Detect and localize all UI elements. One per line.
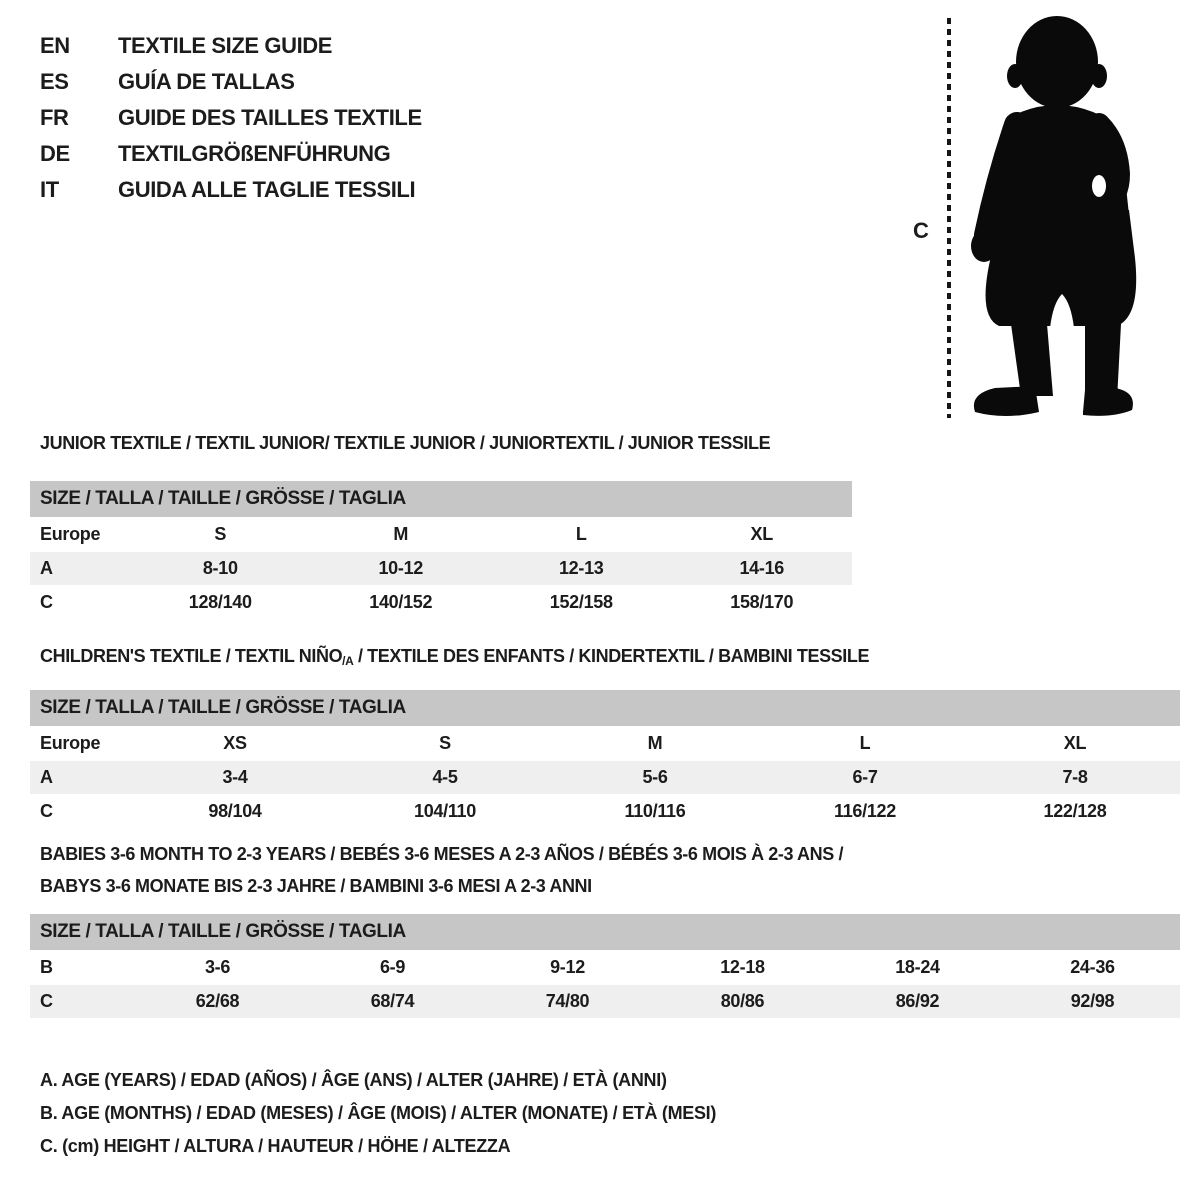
age-cell: 14-16	[739, 558, 785, 578]
legend-height-cm: C. (cm) HEIGHT / ALTURA / HAUTEUR / HÖHE / ALTEZZA	[40, 1136, 511, 1156]
language-code: ES	[40, 69, 69, 94]
language-header	[40, 28, 422, 208]
age-cell: 5-6	[642, 767, 668, 787]
months-cell: 3-6	[204, 957, 231, 977]
height-cell: 158/170	[730, 592, 794, 612]
size-cell: M	[393, 524, 409, 544]
language-row-en	[40, 28, 422, 64]
size-cell: M	[647, 733, 663, 753]
months-cell: 9-12	[550, 957, 585, 977]
height-cell: 122/128	[1043, 801, 1107, 821]
height-cell: 152/158	[549, 592, 613, 612]
height-cell: 128/140	[188, 592, 252, 612]
row-label: Europe	[40, 524, 101, 544]
junior-textile-section	[30, 432, 852, 619]
table-row-height	[30, 795, 1180, 828]
row-label: A	[40, 767, 53, 787]
language-row-fr	[40, 100, 422, 136]
table-row-height	[30, 985, 1180, 1018]
size-cell: XL	[1063, 733, 1087, 753]
age-cell: 10-12	[378, 558, 424, 578]
junior-size-header: SIZE / TALLA / TAILLE / GRÖSSE / TAGLIA	[30, 481, 852, 517]
height-cell: 74/80	[545, 991, 590, 1011]
size-cell: XL	[750, 524, 773, 544]
language-code: EN	[40, 33, 70, 58]
language-code: IT	[40, 177, 59, 202]
row-label: C	[40, 592, 53, 612]
size-cell: XS	[223, 733, 247, 753]
language-row-de	[40, 136, 422, 172]
table-row-europe	[30, 727, 1180, 760]
row-label: B	[40, 957, 53, 977]
measure-c-label: C	[913, 218, 929, 243]
height-cell: 80/86	[720, 991, 765, 1011]
language-code: DE	[40, 141, 70, 166]
row-label: A	[40, 558, 53, 578]
language-row-it	[40, 172, 422, 208]
height-cell: 110/116	[624, 801, 686, 821]
guide-title-de: TEXTILGRÖßENFÜHRUNG	[118, 141, 391, 166]
babies-section-title-line1: BABIES 3-6 MONTH TO 2-3 YEARS / BEBÉS 3-6 MESES A 2-3 AÑOS / BÉBÉS 3-6 MOIS À 2-3 ANS /	[40, 844, 844, 864]
months-cell: 18-24	[895, 957, 940, 977]
table-row-age	[30, 761, 1180, 794]
children-title-suffix: / TEXTILE DES ENFANTS / KINDERTEXTIL / BAMBINI TESSILE	[353, 646, 870, 666]
row-label: C	[40, 991, 53, 1011]
months-cell: 6-9	[379, 957, 406, 977]
babies-textile-section	[30, 843, 1180, 1018]
row-label: C	[40, 801, 53, 821]
height-dotted-line	[947, 18, 951, 418]
height-cell: 62/68	[195, 991, 240, 1011]
guide-title-fr: GUIDE DES TAILLES TEXTILE	[118, 105, 422, 130]
babies-size-header: SIZE / TALLA / TAILLE / GRÖSSE / TAGLIA	[30, 914, 1180, 950]
age-cell: 12-13	[558, 558, 604, 578]
age-cell: 4-5	[432, 767, 458, 787]
height-cell: 92/98	[1070, 991, 1115, 1011]
language-row-es	[40, 64, 422, 100]
height-cell: 116/122	[834, 801, 896, 821]
guide-title-en: TEXTILE SIZE GUIDE	[118, 33, 333, 58]
legend-age-years: A. AGE (YEARS) / EDAD (AÑOS) / ÂGE (ANS) / ALTER (JAHRE) / ETÀ (ANNI)	[40, 1070, 667, 1090]
size-cell: L	[575, 524, 587, 544]
table-row-months	[30, 951, 1180, 984]
age-cell: 3-4	[222, 767, 248, 787]
height-cell: 140/152	[369, 592, 433, 612]
children-title-subscript: /A	[342, 654, 354, 668]
legend-age-months: B. AGE (MONTHS) / EDAD (MESES) / ÂGE (MOIS) / ALTER (MONATE) / ETÀ (MESI)	[40, 1103, 717, 1123]
legend	[40, 1064, 716, 1163]
age-cell: 6-7	[852, 767, 878, 787]
height-cell: 98/104	[208, 801, 262, 821]
size-cell: L	[859, 733, 871, 753]
language-code: FR	[40, 105, 69, 130]
months-cell: 24-36	[1070, 957, 1115, 977]
guide-title-it: GUIDA ALLE TAGLIE TESSILI	[118, 177, 416, 202]
children-textile-section	[30, 645, 1180, 828]
table-row-europe	[30, 518, 852, 551]
height-cell: 86/92	[895, 991, 940, 1011]
table-row-age	[30, 552, 852, 585]
height-cell: 68/74	[370, 991, 415, 1011]
children-title-prefix: CHILDREN'S TEXTILE / TEXTIL NIÑO	[40, 646, 343, 666]
size-cell: S	[214, 524, 227, 544]
height-measure-figure	[905, 8, 1200, 428]
age-cell: 8-10	[202, 558, 238, 578]
age-cell: 7-8	[1062, 767, 1088, 787]
guide-title-es: GUÍA DE TALLAS	[118, 69, 295, 94]
children-section-title	[30, 645, 1180, 669]
height-cell: 104/110	[414, 801, 476, 821]
size-cell: S	[439, 733, 451, 753]
table-row-height	[30, 586, 852, 619]
row-label: Europe	[40, 733, 101, 753]
babies-section-title-line2: BABYS 3-6 MONATE BIS 2-3 JAHRE / BAMBINI 3-6 MESI A 2-3 ANNI	[40, 876, 592, 896]
children-size-header: SIZE / TALLA / TAILLE / GRÖSSE / TAGLIA	[30, 690, 1180, 726]
junior-section-title: JUNIOR TEXTILE / TEXTIL JUNIOR/ TEXTILE JUNIOR / JUNIORTEXTIL / JUNIOR TESSILE	[40, 433, 771, 453]
toddler-silhouette-icon	[965, 10, 1145, 420]
months-cell: 12-18	[720, 957, 765, 977]
